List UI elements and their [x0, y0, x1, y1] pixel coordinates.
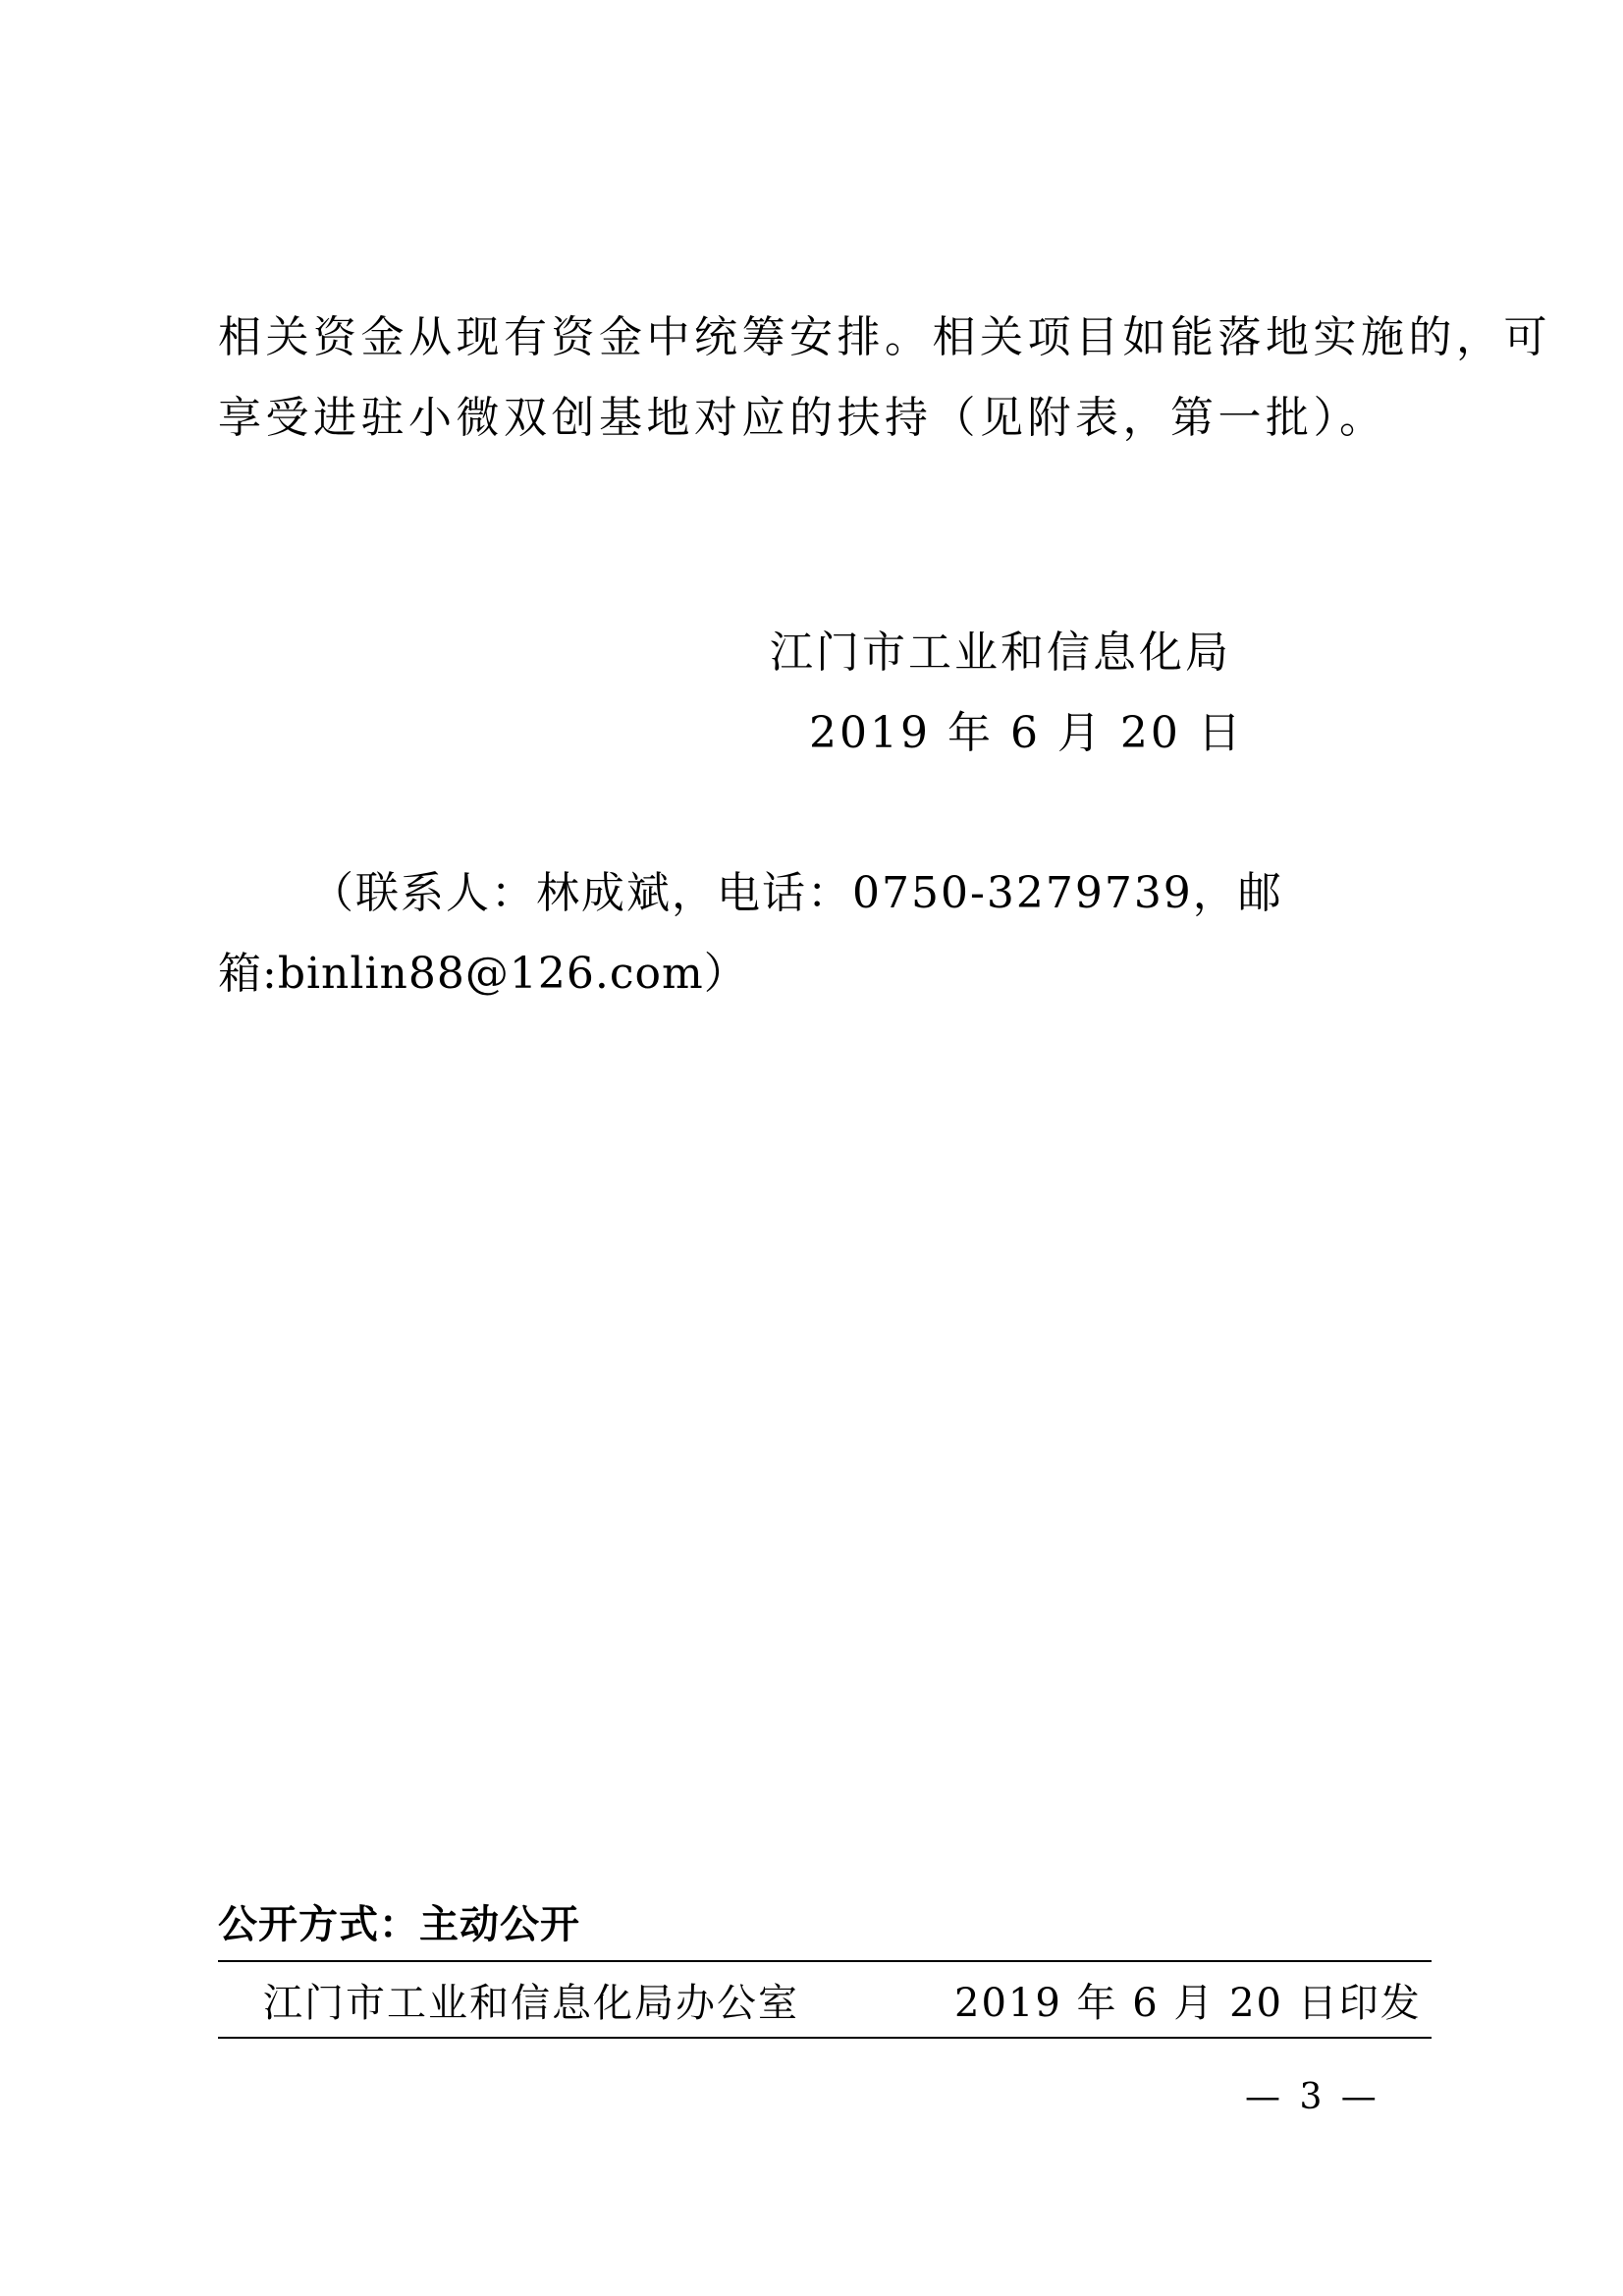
issuer-name: 江门市工业和信息化局: [770, 628, 1231, 678]
issue-date: 2019 年 6 月 20 日: [809, 708, 1244, 758]
contact-line-1: （联系人：林成斌，电话：0750-3279739，邮: [310, 868, 1283, 918]
footer-divider-top: [218, 1960, 1432, 1962]
body-paragraph-line-2: 享受进驻小微双创基地对应的扶持（见附表，第一批）。: [218, 393, 1387, 443]
page-number: — 3 —: [1245, 2077, 1380, 2117]
body-paragraph-line-1: 相关资金从现有资金中统筹安排。相关项目如能落地实施的，可: [218, 312, 1551, 362]
contact-line-2: 箱:binlin88@126.com）: [218, 949, 748, 999]
print-date: 2019 年 6 月 20 日印发: [954, 1981, 1422, 2026]
disclosure-method: 公开方式：主动公开: [218, 1902, 580, 1947]
printing-office: 江门市工业和信息化局办公室: [263, 1981, 799, 2026]
footer-divider-bottom: [218, 2037, 1432, 2039]
